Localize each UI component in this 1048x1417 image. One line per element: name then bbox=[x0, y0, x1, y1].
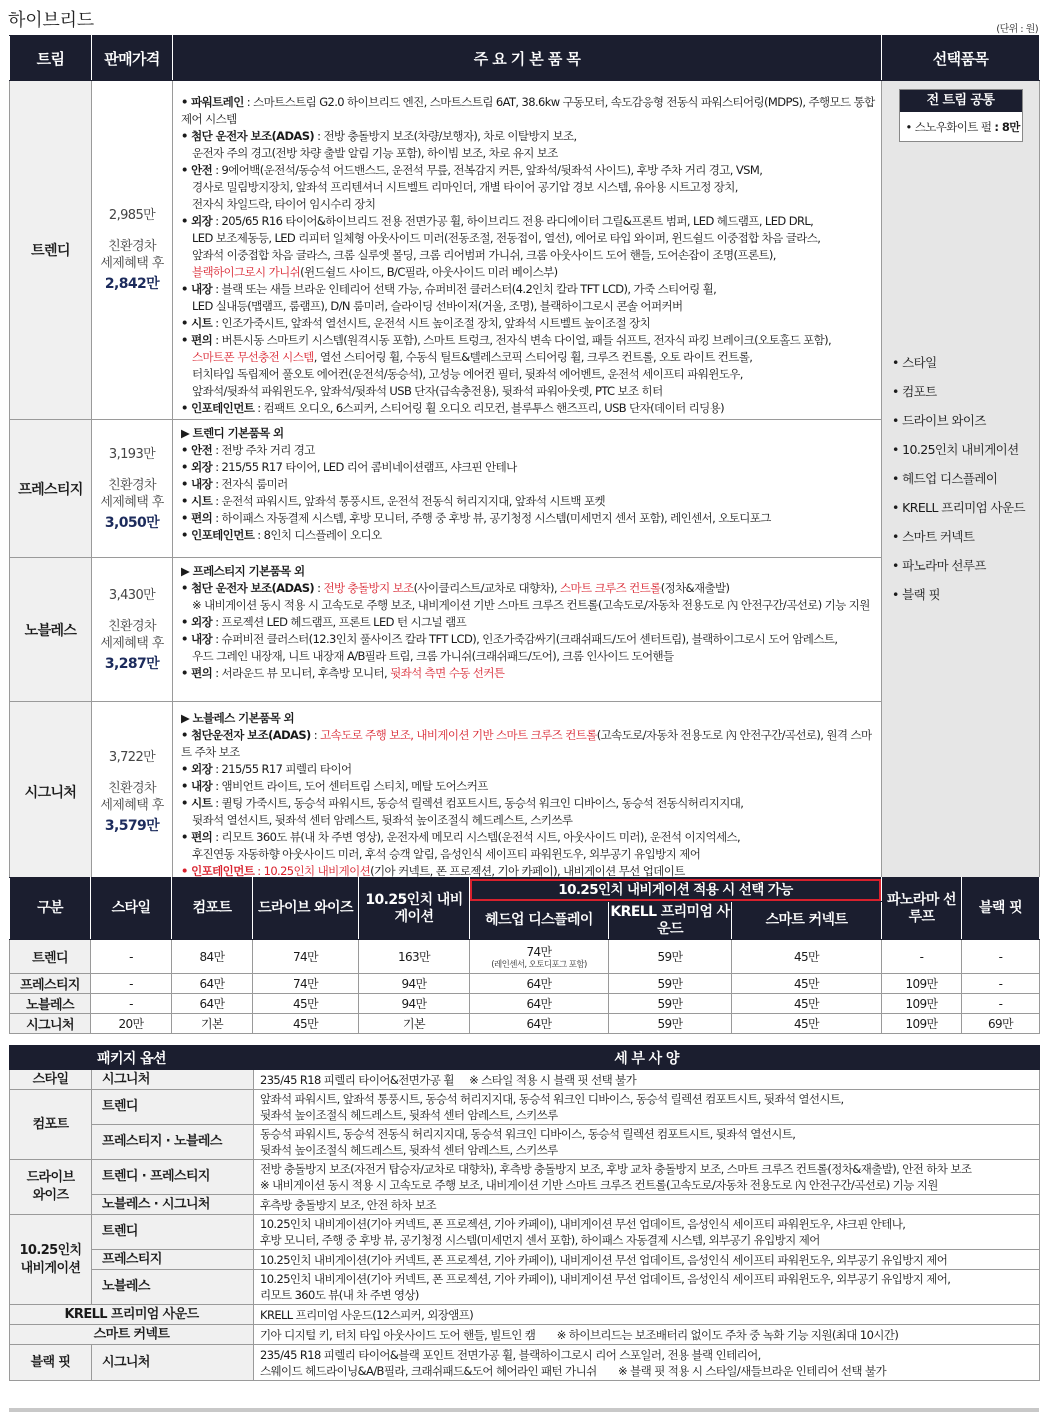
package-row-comfort-trendy: 컴포트 트렌디 앞좌석 파워시트, 앞좌석 통풍시트, 동승석 허리지지대, 동승석 워크인 디바이스, 동승석 릴렉션 컴포트시트, 뒷좌석 열선시트, 뒷좌석 높이조절식 헤드레스트, 뒷좌석 센터 암레스트, 스키쓰루 bbox=[10, 1090, 1040, 1125]
eco-label-2: 세제혜택 후 bbox=[100, 798, 164, 813]
option-item: • 파노라마 선루프 bbox=[892, 558, 986, 573]
option-list bbox=[892, 348, 1025, 609]
header-comfort: 컴포트 bbox=[172, 878, 253, 940]
bottom-divider bbox=[9, 1408, 1039, 1412]
header-category: 구분 bbox=[10, 878, 91, 940]
package-row-nav-trendy: 10.25인치 내비게이션 트렌디 10.25인치 내비게이션(기아 커넥트, 폰 프로젝션, 기아 카페이), 내비게이션 무선 업데이트, 음성인식 세이프티 파워윈도우, 샤크핀 안테나, 후방 모니터, 주행 중 후방 뷰, 공기청정 시스템(미세먼지 센서 포함), 하이패스 자동결제 시스템, 외부공기 유입방지 제어 bbox=[10, 1215, 1040, 1250]
base-price: 3,722만 bbox=[108, 750, 156, 765]
eco-label-2: 세제혜택 후 bbox=[100, 256, 164, 271]
option-price-table bbox=[9, 877, 1040, 1034]
header-package: 패키지 옵션 bbox=[10, 1046, 254, 1070]
eco-label-2: 세제혜택 후 bbox=[100, 494, 164, 510]
package-row-drive-trendy: 드라이브 와이즈 트렌디 · 프레스티지 전방 충돌방지 보조(자전거 탑승자/교차로 대향차), 후측방 충돌방지 보조, 후방 교차 충돌방지 보조, 스마트 크루즈 컨트롤(정차&재출발), 안전 하차 보조 ※ 내비게이션 동시 적용 시 고속도로 주행 보조, 내비게이션 기반 스마트 크루즈 컨트롤(고속도로/자동차 전용도로 內 안전구간/곡선로) 기능 지원 bbox=[10, 1160, 1040, 1195]
option-item: • 10.25인치 내비게이션 bbox=[892, 442, 1019, 457]
package-row-drive-noblesse: 노블레스 · 시그니처 후측방 충돌방지 보조, 안전 하차 보조 bbox=[10, 1195, 1040, 1215]
package-row-nav-prestige: 프레스티지 10.25인치 내비게이션(기아 커넥트, 폰 프로젝션, 기아 카페이), 내비게이션 무선 업데이트, 음성인식 세이프티 파워윈도우, 외부공기 유입방지 제어 bbox=[10, 1250, 1040, 1270]
package-row-krell: KRELL 프리미엄 사운드 KRELL 프리미엄 사운드(12스피커, 외장앰프) bbox=[10, 1305, 1040, 1325]
header-navigation: 10.25인치 내비게이션 bbox=[359, 878, 470, 940]
header-detail: 세 부 사 양 bbox=[254, 1046, 1040, 1070]
option-item: • 스마트 커넥트 bbox=[892, 529, 975, 544]
common-option-item: • 스노우화이트 펄 : 8만 bbox=[905, 120, 1020, 134]
header-style: 스타일 bbox=[91, 878, 172, 940]
header-trim: 트림 bbox=[10, 36, 92, 81]
package-row-nav-noblesse: 노블레스 10.25인치 내비게이션(기아 커넥트, 폰 프로젝션, 기아 카페이), 내비게이션 무선 업데이트, 음성인식 세이프티 파워윈도우, 외부공기 유입방지 제어, 리모트 360도 뷰(내 차 주변 영상) bbox=[10, 1270, 1040, 1305]
option-item: • 드라이브 와이즈 bbox=[892, 413, 986, 428]
trim-price-cell bbox=[92, 702, 173, 883]
package-row-smart-connect: 스마트 커넥트 기아 디지털 키, 터치 타입 아웃사이드 도어 핸들, 빌트인 캠 ※ 하이브리드는 보조배터리 없이도 주차 중 녹화 기능 지원(최대 10시간) bbox=[10, 1325, 1040, 1345]
feature-list: ▶ 트렌디 기본품목 외 • 안전 : 전방 주차 거리 경고 • 외장 : 215/55 R17 타이어, LED 리어 콤비네이션램프, 샤크핀 안테나 • 내장 : 전자식 룸미러 • 시트 : 운전석 파워시트, 앞좌석 통풍시트, 운전석 전동식 허리지지대, 앞좌석 시트백 포켓 • 편의 : 하이패스 자동결제 시스템, 후방 모니터, 주행 중 후방 뷰, 공기청정 시스템(미세먼지 센서 포함), 레인센서, 오토디포그 • 인포테인먼트 : 8인치 디스플레이 오디오 bbox=[173, 420, 882, 558]
header-options: 선택품목 bbox=[882, 36, 1040, 81]
page-title: 하이브리드 bbox=[8, 10, 94, 31]
eco-label: 친환경차 bbox=[108, 781, 156, 796]
eco-label: 친환경차 bbox=[108, 618, 156, 634]
header-krell: KRELL 프리미엄 사운드 bbox=[609, 902, 732, 940]
trim-name: 노블레스 bbox=[10, 558, 92, 702]
option-item: • 스타일 bbox=[892, 355, 937, 370]
net-price: 3,050만 bbox=[104, 514, 160, 531]
header-sunroof: 파노라마 선루프 bbox=[882, 878, 962, 940]
option-row-noblesse: 노블레스 - 64만 45만 94만 64만 59만 45만 109만 - bbox=[10, 994, 1040, 1014]
package-row-black-fit: 블랙 핏 시그니처 235/45 R18 피렐리 타이어&블랙 포인트 전면가공 휠, 블랙하이그로시 리어 스포일러, 전용 블랙 인테리어, 스웨이드 헤드라이닝&A/B필라, 크래쉬패드&도어 헤어라인 패턴 가니쉬 ※ 블랙 핏 적용 시 스타일/새들브라운 인테리어 선택 불가 bbox=[10, 1345, 1040, 1381]
eco-label: 친환경차 bbox=[108, 239, 156, 254]
feature-list: ▶ 노블레스 기본품목 외 • 첨단운전자 보조(ADAS) : 고속도로 주행 보조, 내비게이션 기반 스마트 크루즈 컨트롤(고속도로/자동차 전용도로 內 안전구간/곡선로), 원격 스마트 주차 보조 • 외장 : 215/55 R17 피렐리 타이어 • 내장 : 앰비언트 라이트, 도어 센터트림 스티치, 메탈 도어스커프 • 시트 : 퀼팅 가죽시트, 동승석 파워시트, 동승석 릴렉션 컴포트시트, 동승석 워크인 디바이스, 동승석 전동식허리지지대, 뒷좌석 열선시트, 뒷좌석 센터 암레스트, 뒷좌석 높이조절식 헤드레스트, 스키쓰루 • 편의 : 리모트 360도 뷰(내 차 주변 영상), 운전자세 메모리 시스템(운전석 시트, 아웃사이드 미러), 운전석 이지억세스, 후진연동 자동하향 아웃사이드 미러, 후석 승객 알림, 음성인식 세이프티 파워윈도우, 외부공기 유입방지 제어 • 인포테인먼트 : 10.25인치 내비게이션(기아 커넥트, 폰 프로젝션, 기아 카페이), 내비게이션 무선 업데이트 bbox=[173, 702, 882, 883]
trim-name: 시그니처 bbox=[10, 702, 92, 883]
feature-list: ▶ 프레스티지 기본품목 외 • 첨단 운전자 보조(ADAS) : 전방 충돌방지 보조(사이클리스트/교차로 대향차), 스마트 크루즈 컨트롤(정차&재출발) ※ 내비게이션 동시 적용 시 고속도로 주행 보조, 내비게이션 기반 스마트 크루즈 컨트롤(고속도로/자동차 전용도로 內 안전구간/곡선로) 기능 지원 • 외장 : 프로젝션 LED 헤드램프, 프론트 LED 턴 시그널 램프 • 내장 : 슈퍼비전 클러스터(12.3인치 풀사이즈 칼라 TFT LCD), 인조가죽감싸기(크래쉬패드/도어 센터트림), 블랙하이그로시 도어 암레스트, 우드 그레인 내장재, 니트 내장재 A/B필라 트림, 크롬 가니쉬(크래쉬패드/도어), 크롬 인사이드 도어핸들 • 편의 : 서라운드 뷰 모니터, 후측방 모니터, 뒷좌석 측면 수동 선커튼 bbox=[173, 558, 882, 702]
header-price: 판매가격 bbox=[92, 36, 173, 81]
option-item: • KRELL 프리미엄 사운드 bbox=[892, 500, 1025, 515]
header-smart-connect: 스마트 커넥트 bbox=[732, 902, 882, 940]
option-item: • 헤드업 디스플레이 bbox=[892, 471, 998, 486]
trim-price-cell bbox=[92, 81, 173, 420]
package-row-comfort-prestige: 프레스티지 · 노블레스 동승석 파워시트, 동승석 전동식 허리지지대, 동승석 워크인 디바이스, 동승석 릴렉션 컴포트시트, 뒷좌석 열선시트, 뒷좌석 높이조절식 헤드레스트, 뒷좌석 센터 암레스트, 스키쓰루 bbox=[10, 1125, 1040, 1160]
unit-label: (단위 : 원) bbox=[996, 24, 1038, 35]
eco-label-2: 세제혜택 후 bbox=[100, 635, 164, 651]
trim-price-cell bbox=[92, 558, 173, 702]
net-price: 3,579만 bbox=[104, 818, 160, 834]
trim-row-trendy bbox=[10, 81, 1040, 420]
option-row-trendy: 트렌디 - 84만 74만 163만 74만 (레인센서, 오토디포그 포함) 59만 45만 - - bbox=[10, 940, 1040, 974]
net-price: 2,842만 bbox=[104, 276, 160, 292]
header-hud: 헤드업 디스플레이 bbox=[470, 902, 609, 940]
base-price: 2,985만 bbox=[108, 208, 156, 223]
common-option-box bbox=[899, 89, 1023, 142]
header-features: 주 요 기 본 품 목 bbox=[173, 36, 882, 81]
eco-label: 친환경차 bbox=[108, 477, 156, 493]
feature-list: • 파워트레인 : 스마트스트림 G2.0 하이브리드 엔진, 스마트스트림 6AT, 38.6kw 구동모터, 속도감응형 전동식 파워스티어링(MDPS), 주행모드 통합제어 시스템 • 첨단 운전자 보조(ADAS) : 전방 충돌방지 보조(차량/보행자), 차로 이탈방지 보조, 운전자 주의 경고(전방 차량 출발 알림 기능 포함), 하이빔 보조, 차로 유지 보조 • 안전 : 9에어백(운전석/동승석 어드밴스드, 운전석 무릎, 전복감지 커튼, 앞좌석/뒷좌석 사이드), 후방 주차 거리 경고, VSM, 경사로 밀림방지장치, 앞좌석 프리텐셔너 시트벨트 리마인더, 개별 타이어 공기압 경보 시스템, 유아용 시트고정 장치, 전자식 차일드락, 타이어 임시수리 장치 • 외장 : 205/65 R16 타이어&하이브리드 전용 전면가공 휠, 하이브리드 전용 라디에이터 그릴&프론트 범퍼, LED 헤드램프, LED DRL, LED 보조제동등, LED 리피터 일체형 아웃사이드 미러(전동조절, 전동접이, 열선), 에어로 타입 와이퍼, 윈드쉴드 이중접합 차음 글라스, 앞좌석 이중접합 차음 글라스, 크롬 실루엣 몰딩, 크롬 리어범퍼 가니쉬, 크롬 아웃사이드 도어 핸들, 도어손잡이 조명(프론트), 블랙하이그로시 가니쉬(윈드쉴드 사이드, B/C필라, 아웃사이드 미러 베이스부) • 내장 : 블랙 또는 새들 브라운 인테리어 선택 가능, 슈퍼비전 클러스터(4.2인치 칼라 TFT LCD), 가죽 스티어링 휠, LED 실내등(맵램프, 룸램프), D/N 룸미러, 슬라이딩 선바이저(거울, 조명), 블랙하이그로시 콘솔 어퍼커버 • 시트 : 인조가죽시트, 앞좌석 열선시트, 운전석 시트 높이조절 장치, 앞좌석 시트벨트 높이조절 장치 • 편의 : 버튼시동 스마트키 시스템(원격시동 포함), 스마트 트렁크, 전자식 변속 다이얼, 패들 쉬프트, 전자식 파킹 브레이크(오토홀드 포함), 스마트폰 무선충전 시스템, 열선 스티어링 휠, 수동식 틸트&텔레스코픽 스티어링 휠, 크루즈 컨트롤, 오토 라이트 컨트롤, 터치타입 독립제어 풀오토 에어컨(운전석/동승석), 고성능 에어컨 필터, 뒷좌석 에어벤트, 운전석 세이프티 파워윈도우, 앞좌석/뒷좌석 파워윈도우, 앞좌석/뒷좌석 USB 단자(급속충전용), 뒷좌석 파워아웃렛, PTC 보조 히터 • 인포테인먼트 : 컴팩트 오디오, 6스피커, 스티어링 휠 오디오 리모컨, 블루투스 핸즈프리, USB 단자(데이터 리딩용) bbox=[173, 81, 882, 420]
trim-features-table bbox=[9, 35, 1040, 883]
package-options-table bbox=[9, 1045, 1040, 1381]
base-price: 3,430만 bbox=[108, 587, 156, 603]
trim-name: 트렌디 bbox=[10, 81, 92, 420]
trim-name: 프레스티지 bbox=[10, 420, 92, 558]
option-row-prestige: 프레스티지 - 64만 74만 94만 64만 59만 45만 109만 - bbox=[10, 974, 1040, 994]
header-black-fit: 블랙 핏 bbox=[962, 878, 1040, 940]
option-item: • 컴포트 bbox=[892, 384, 937, 399]
header-drive-wise: 드라이브 와이즈 bbox=[253, 878, 359, 940]
common-option-title: 전 트림 공통 bbox=[900, 90, 1022, 112]
option-item: • 블랙 핏 bbox=[892, 587, 940, 602]
package-row-style: 스타일 시그니처 235/45 R18 피렐리 타이어&전면가공 휠 ※ 스타일 적용 시 블랙 핏 선택 불가 bbox=[10, 1070, 1040, 1090]
options-column bbox=[882, 81, 1040, 883]
base-price: 3,193만 bbox=[108, 446, 156, 462]
option-row-signature: 시그니처 20만 기본 45만 기본 64만 59만 45만 109만 69만 bbox=[10, 1014, 1040, 1034]
header-nav-dependent: 10.25인치 내비게이션 적용 시 선택 가능 bbox=[470, 878, 882, 902]
net-price: 3,287만 bbox=[104, 655, 160, 672]
trim-price-cell bbox=[92, 420, 173, 558]
